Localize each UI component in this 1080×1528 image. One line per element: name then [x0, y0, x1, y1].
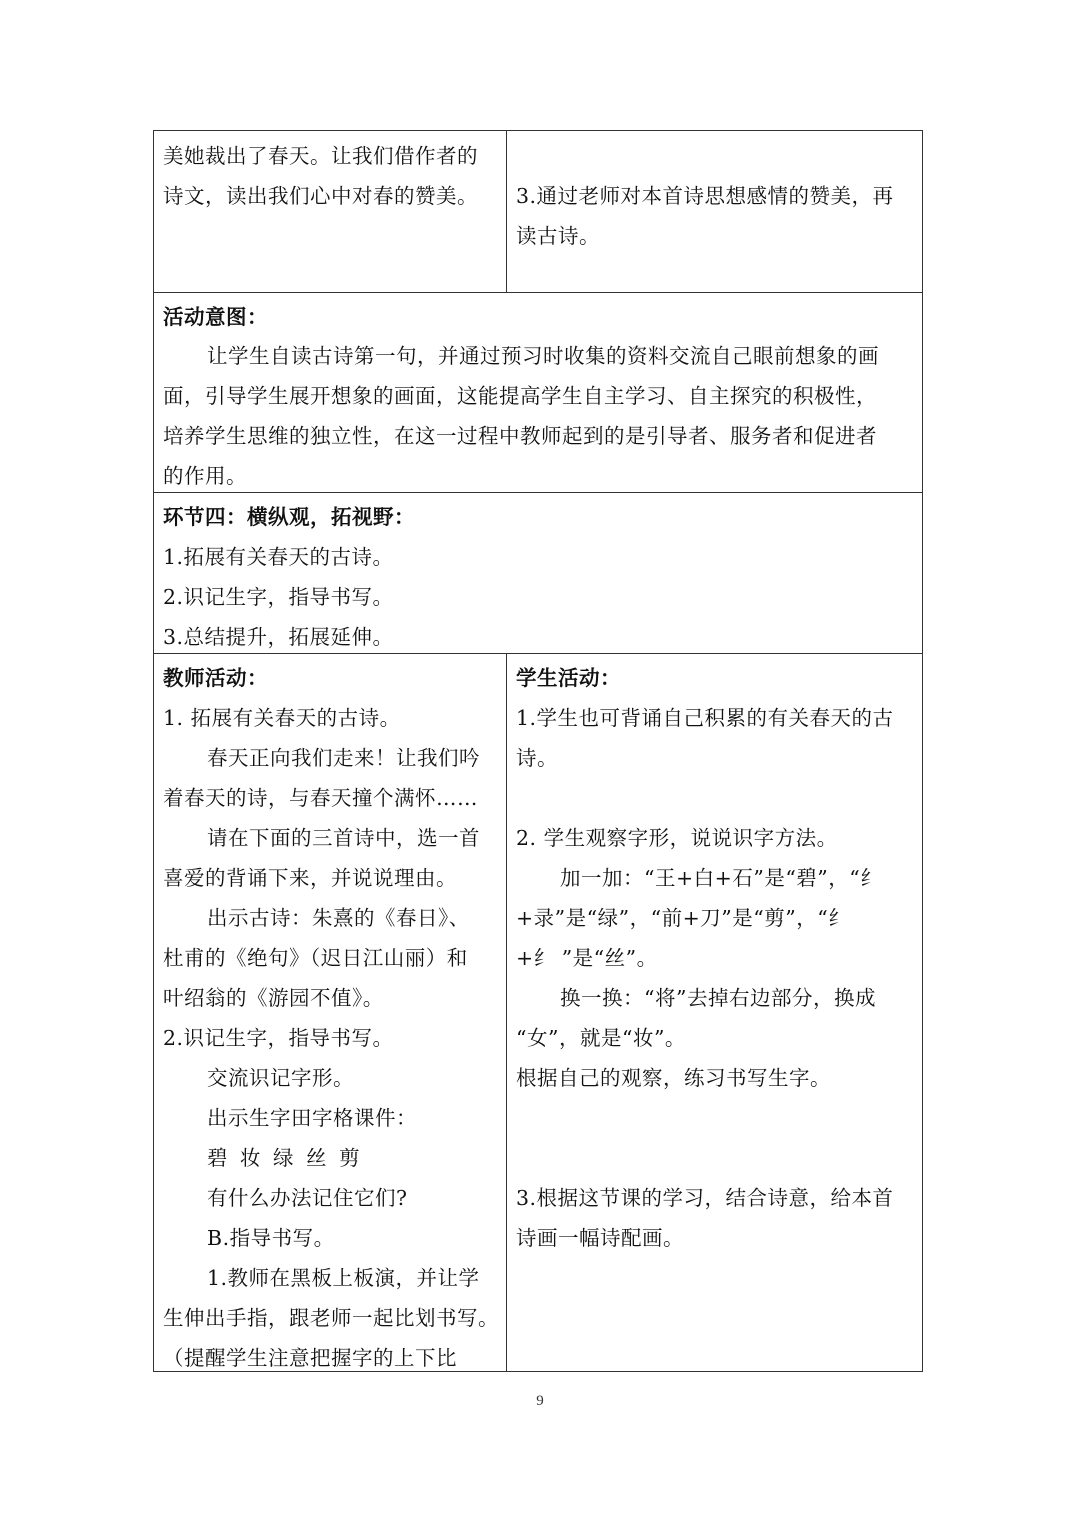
row-divider	[154, 492, 922, 493]
intent-line: 面，引导学生展开想象的画面，这能提高学生自主学习、自主探究的积极性，	[163, 384, 877, 408]
student-line: +纟 ”是“丝”。	[516, 946, 658, 970]
teacher-line: 出示生字田字格课件：	[207, 1106, 417, 1130]
intent-line: 让学生自读古诗第一句，并通过预习时收集的资料交流自己眼前想象的画	[207, 344, 879, 368]
student-line: 换一换：“将”去掉右边部分，换成	[560, 986, 876, 1010]
row1-left-line-2: 诗文，读出我们心中对春的赞美。	[163, 184, 478, 208]
intent-heading: 活动意图：	[163, 305, 268, 329]
teacher-line: 有什么办法记住它们?	[207, 1186, 408, 1210]
teacher-line: 出示古诗：朱熹的《春日》、	[207, 906, 470, 930]
section4-item: 1.拓展有关春天的古诗。	[163, 545, 394, 569]
teacher-line: 1. 拓展有关春天的古诗。	[163, 706, 401, 730]
teacher-line: 交流识记字形。	[207, 1066, 354, 1090]
student-line: “女”，就是“妆”。	[516, 1026, 686, 1050]
student-line: 诗。	[516, 746, 558, 770]
column-divider	[506, 131, 507, 292]
section4-heading: 环节四：横纵观，拓视野：	[163, 505, 415, 529]
student-line: +录”是“绿”，“前+刀”是“剪”，“纟	[516, 906, 850, 930]
teacher-line: 着春天的诗，与春天撞个满怀……	[163, 786, 478, 810]
row-divider	[154, 292, 922, 293]
student-line: 1.学生也可背诵自己积累的有关春天的古	[516, 706, 894, 730]
section4-item: 3.总结提升，拓展延伸。	[163, 625, 394, 649]
student-line: 3.根据这节课的学习，结合诗意，给本首	[516, 1186, 894, 1210]
teacher-line: B.指导书写。	[207, 1226, 335, 1250]
teacher-line: 喜爱的背诵下来，并说说理由。	[163, 866, 457, 890]
student-line: 2. 学生观察字形，说说识字方法。	[516, 826, 838, 850]
teacher-heading: 教师活动：	[163, 666, 268, 690]
page-number: 9	[536, 1393, 544, 1409]
teacher-line: 1.教师在黑板上板演，并让学	[207, 1266, 480, 1290]
intent-line: 的作用。	[163, 464, 247, 488]
teacher-line: 碧 妆 绿 丝 剪	[207, 1146, 363, 1170]
row1-right-line-1: 3.通过老师对本首诗思想感情的赞美，再	[516, 184, 894, 208]
intent-line: 培养学生思维的独立性，在这一过程中教师起到的是引导者、服务者和促进者	[163, 424, 877, 448]
teacher-line: 杜甫的《绝句》（迟日江山丽）和	[163, 946, 468, 970]
row1-right-line-2: 读古诗。	[516, 224, 600, 248]
teacher-line: 叶绍翁的《游园不值》。	[163, 986, 384, 1010]
teacher-line: 春天正向我们走来！让我们吟	[207, 746, 480, 770]
teacher-line: 2.识记生字，指导书写。	[163, 1026, 394, 1050]
section4-item: 2.识记生字，指导书写。	[163, 585, 394, 609]
teacher-line: （提醒学生注意把握字的上下比	[163, 1346, 457, 1370]
row-divider	[154, 653, 922, 654]
column-divider	[506, 653, 507, 1372]
teacher-line: 请在下面的三首诗中，选一首	[207, 826, 480, 850]
student-line: 加一加：“王+白+石”是“碧”，“纟	[560, 866, 882, 890]
student-heading: 学生活动：	[516, 666, 621, 690]
teacher-line: 生伸出手指，跟老师一起比划书写。	[163, 1306, 499, 1330]
student-line: 根据自己的观察，练习书写生字。	[516, 1066, 831, 1090]
student-line: 诗画一幅诗配画。	[516, 1226, 684, 1250]
row1-left-line-1: 美她裁出了春天。让我们借作者的	[163, 144, 478, 168]
